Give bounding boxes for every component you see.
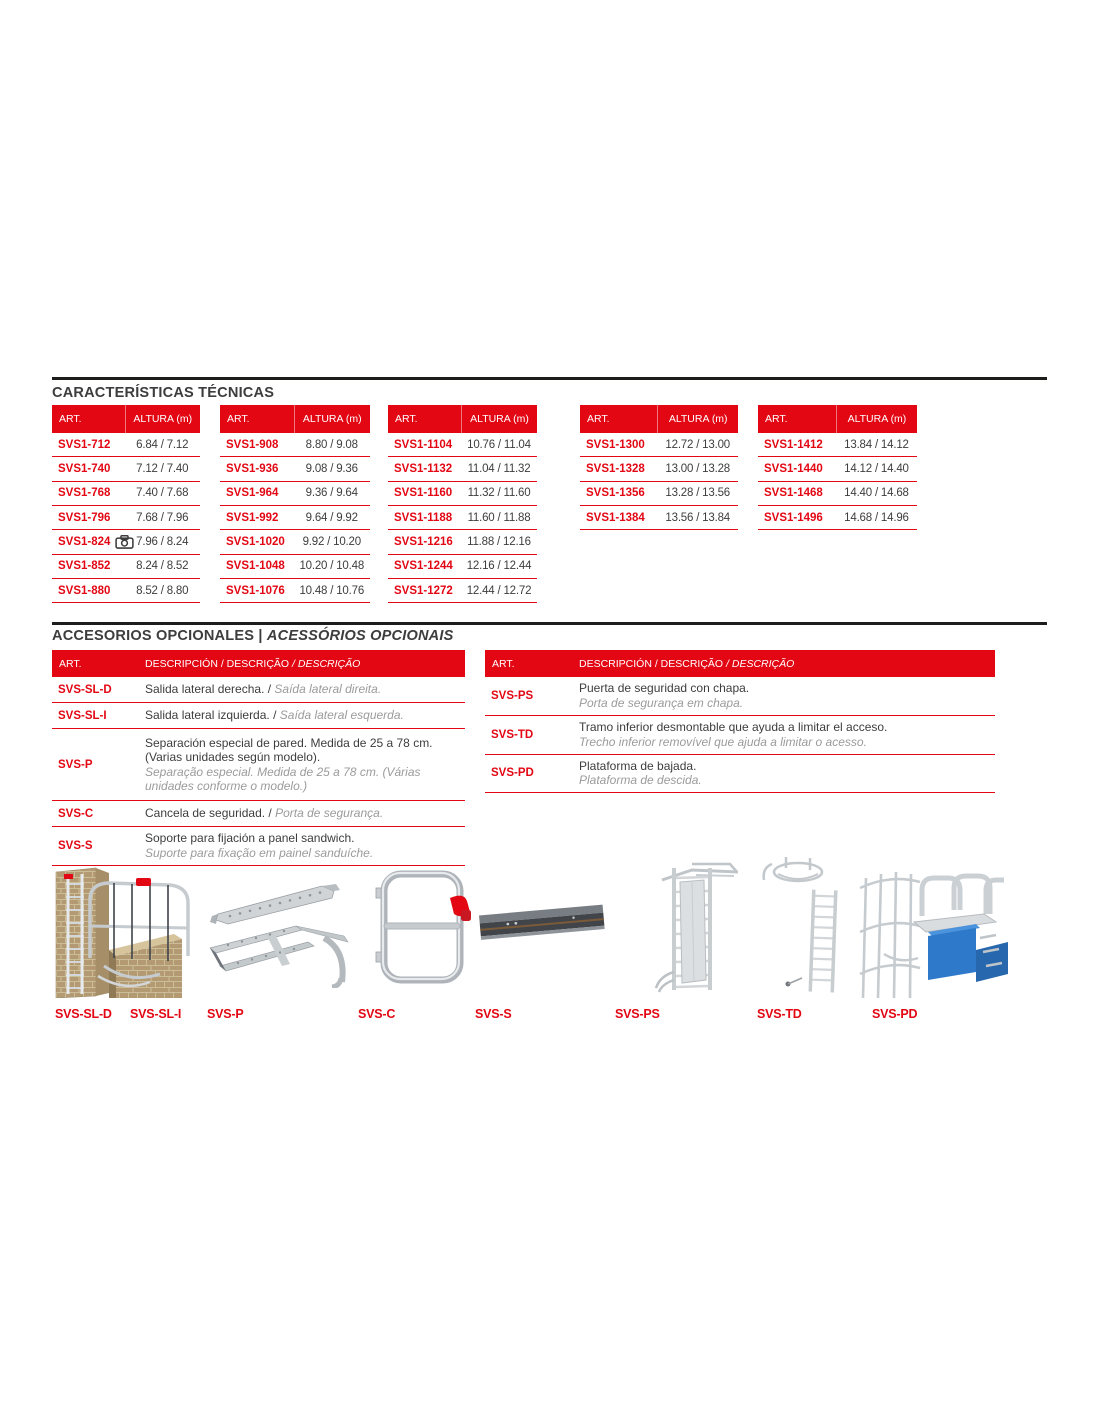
article-code: [52, 585, 125, 597]
col-header-art: ART.: [59, 657, 82, 670]
description-pt: Trecho inferior removível que ajuda a limitar o acesso.: [579, 734, 867, 749]
tech-table-3: [388, 405, 537, 603]
tech-table-body: [758, 433, 917, 530]
article-code-text: SVS1-1300: [586, 438, 645, 451]
table-row: [580, 506, 738, 530]
article-code-text: SVS1-1496: [764, 511, 823, 524]
col-header-altura: ALTURA (m): [836, 405, 917, 433]
table-row: [220, 506, 370, 530]
article-code: [220, 439, 294, 451]
table-row: [388, 457, 537, 481]
accessory-row-svs-s: [52, 827, 465, 866]
col-header-description-italic: / DESCRIÇÃO: [292, 657, 361, 670]
altura-value: 7.68 / 7.96: [136, 511, 189, 524]
accessories-table-right: [485, 650, 995, 793]
article-code: [388, 439, 461, 451]
article-code-text: SVS1-796: [58, 511, 111, 524]
tech-table-header: [220, 405, 370, 433]
table-row: [220, 433, 370, 457]
altura-value: 8.80 / 9.08: [305, 438, 358, 451]
table-row: [388, 530, 537, 554]
tech-table-header: [52, 405, 200, 433]
altura-value: 7.12 / 7.40: [136, 463, 189, 476]
accessory-code: SVS-SL-D: [58, 683, 112, 696]
accessory-row-svs-c: [52, 801, 465, 827]
accessory-description: [145, 733, 465, 797]
altura-value: 6.84 / 7.12: [136, 438, 189, 451]
table-row: [388, 506, 537, 530]
article-code-text: SVS1-1384: [586, 511, 645, 524]
article-code: [388, 512, 461, 524]
accessory-code: SVS-SL-I: [58, 709, 107, 722]
description-es: Plataforma de bajada.: [579, 758, 697, 773]
description-es: Tramo inferior desmontable que ayuda a limitar el acceso.: [579, 720, 888, 735]
article-code: [220, 512, 294, 524]
article-code: [388, 536, 461, 548]
accessory-description: [145, 679, 465, 700]
article-code: [758, 487, 836, 499]
col-header-art: ART.: [395, 413, 418, 425]
col-header-description-italic: / DESCRIÇÃO: [726, 657, 795, 670]
gallery-label-svs-p: SVS-P: [207, 1007, 244, 1021]
table-row: [758, 506, 917, 530]
accessory-code: SVS-PD: [491, 767, 534, 780]
article-code: [580, 439, 657, 451]
tech-table-body: [52, 433, 200, 603]
table-row: [388, 482, 537, 506]
col-header-art: ART.: [492, 657, 515, 670]
accessory-row-svs-sl-i: [52, 703, 465, 729]
table-row: [388, 555, 537, 579]
article-code: [52, 560, 125, 572]
article-code: [220, 487, 294, 499]
table-row: [388, 433, 537, 457]
description-pt: Saída lateral direita.: [274, 682, 382, 697]
description-es: Cancela de seguridad. /: [145, 806, 272, 821]
article-code: [52, 487, 125, 499]
accessory-code: SVS-S: [58, 839, 93, 852]
description-pt: Plataforma de descida.: [579, 773, 702, 788]
altura-value: 13.56 / 13.84: [665, 511, 730, 524]
article-code-text: SVS1-992: [226, 511, 279, 524]
table-row: [220, 555, 370, 579]
gallery-label-svs-c: SVS-C: [358, 1007, 396, 1021]
table-row: [580, 482, 738, 506]
section-rule-top: [52, 377, 1047, 380]
article-code: [388, 463, 461, 475]
article-code: [52, 439, 125, 451]
altura-value: 7.96 / 8.24: [136, 536, 189, 549]
tech-table-body: [388, 433, 537, 603]
table-row: [220, 530, 370, 554]
gallery-label-svs-sl-d: SVS-SL-D: [55, 1007, 112, 1021]
altura-value: 10.20 / 10.48: [299, 560, 365, 573]
accessory-row-svs-td: [485, 716, 995, 755]
table-row: [220, 482, 370, 506]
description-pt: Porta de segurança em chapa.: [579, 695, 744, 710]
col-header-art: ART.: [227, 413, 250, 425]
altura-value: 9.64 / 9.92: [305, 511, 358, 524]
article-code-text: SVS1-1048: [226, 560, 285, 573]
accessory-description: [145, 828, 465, 863]
altura-value: 13.28 / 13.56: [665, 487, 730, 500]
description-es: Puerta de seguridad con chapa.: [579, 681, 750, 696]
altura-value: 9.36 / 9.64: [305, 487, 358, 500]
altura-value: 12.16 / 12.44: [466, 560, 532, 573]
article-code-text: SVS1-1244: [394, 560, 453, 573]
altura-value: 14.68 / 14.96: [844, 511, 909, 524]
accessory-description: [579, 717, 995, 752]
tech-table-1: [52, 405, 200, 603]
tech-table-2: [220, 405, 370, 603]
svs-c-image: [368, 866, 474, 992]
accessory-description: [579, 678, 995, 713]
tech-table-body: [580, 433, 738, 530]
table-row: [52, 433, 200, 457]
gallery-label-svs-ps: SVS-PS: [615, 1007, 660, 1021]
accessory-code: SVS-P: [58, 758, 93, 771]
accessory-description: [579, 756, 995, 791]
col-header-description: [579, 658, 995, 670]
article-code-text: SVS1-880: [58, 584, 111, 597]
col-header-art: ART.: [59, 413, 82, 425]
description-es: Soporte para fijación a panel sandwich.: [145, 831, 355, 846]
article-code-text: SVS1-768: [58, 487, 111, 500]
altura-value: 9.92 / 10.20: [302, 536, 361, 549]
accessories-header: [52, 650, 465, 677]
col-header-altura: ALTURA (m): [125, 405, 200, 433]
svs-ps-image: [634, 856, 752, 998]
accessory-code: SVS-PS: [491, 689, 534, 702]
article-code-text: SVS1-936: [226, 463, 279, 476]
col-header-art: ART.: [765, 413, 788, 425]
accessory-row-svs-p: [52, 729, 465, 801]
table-row: [52, 579, 200, 603]
description-es: Salida lateral izquierda. /: [145, 708, 277, 723]
article-code-text: SVS1-1412: [764, 438, 823, 451]
table-row: [758, 433, 917, 457]
altura-value: 9.08 / 9.36: [305, 463, 358, 476]
svs-sl-photo: [52, 866, 198, 998]
altura-value: 11.88 / 12.16: [467, 536, 531, 549]
altura-value: 12.72 / 13.00: [665, 438, 730, 451]
description-pt: Porta de segurança.: [275, 806, 384, 821]
article-code: [758, 512, 836, 524]
table-row: [52, 482, 200, 506]
altura-value: 8.52 / 8.80: [136, 584, 189, 597]
article-code: [52, 535, 125, 549]
article-code: [580, 463, 657, 475]
description-pt: Suporte para fixação em painel sanduíche.: [145, 845, 374, 860]
title-separator: |: [258, 627, 263, 644]
article-code-text: SVS1-1356: [586, 487, 645, 500]
article-code: [388, 487, 461, 499]
altura-value: 14.40 / 14.68: [844, 487, 909, 500]
table-row: [220, 457, 370, 481]
altura-value: 10.76 / 11.04: [467, 438, 531, 451]
article-code-text: SVS1-964: [226, 487, 279, 500]
camera-icon: [115, 535, 134, 549]
accessories-title-pt: ACESSÓRIOS OPCIONAIS: [266, 627, 454, 644]
tech-table-5: [758, 405, 917, 530]
altura-value: 11.04 / 11.32: [467, 463, 531, 476]
altura-value: 10.48 / 10.76: [299, 584, 365, 597]
accessories-section-title: [52, 627, 454, 644]
accessories-title-es: ACCESORIOS OPCIONALES: [52, 627, 255, 644]
tech-table-body: [220, 433, 370, 603]
accessory-row-svs-pd: [485, 755, 995, 794]
tech-table-4: [580, 405, 738, 530]
col-header-description: [145, 658, 465, 670]
altura-value: 7.40 / 7.68: [136, 487, 189, 500]
article-code: [388, 560, 461, 572]
table-row: [580, 433, 738, 457]
article-code: [388, 585, 461, 597]
gallery-label-svs-pd: SVS-PD: [872, 1007, 918, 1021]
article-code-text: SVS1-1188: [394, 511, 453, 524]
accessory-description: [145, 803, 465, 824]
accessory-code: SVS-TD: [491, 728, 534, 741]
table-row: [220, 579, 370, 603]
article-code-text: SVS1-852: [58, 560, 111, 573]
table-row: [52, 555, 200, 579]
article-code: [220, 463, 294, 475]
article-code-text: SVS1-1160: [394, 487, 453, 500]
table-row: [758, 457, 917, 481]
accessory-description: [145, 705, 465, 726]
description-pt: Separação especial. Medida de 25 a 78 cm. (Várias unidades conforme o modelo.): [145, 764, 421, 793]
tech-table-header: [758, 405, 917, 433]
col-header-description-main: DESCRIPCIÓN / DESCRIÇÃO: [145, 657, 290, 670]
article-code-text: SVS1-1076: [226, 584, 285, 597]
article-code-text: SVS1-824: [58, 536, 111, 549]
article-code: [758, 463, 836, 475]
article-code-text: SVS1-1440: [764, 463, 823, 476]
tech-table-header: [388, 405, 537, 433]
col-header-altura: ALTURA (m): [461, 405, 537, 433]
accessories-header: [485, 650, 995, 677]
col-header-description-main: DESCRIPCIÓN / DESCRIÇÃO: [579, 657, 724, 670]
altura-value: 8.24 / 8.52: [136, 560, 189, 573]
table-row: [52, 506, 200, 530]
article-code-text: SVS1-1020: [226, 536, 285, 549]
article-code: [758, 439, 836, 451]
svs-pd-image: [856, 858, 1014, 1000]
description-pt: Saída lateral esquerda.: [279, 708, 404, 723]
accessory-code: SVS-C: [58, 807, 94, 820]
table-row: [52, 457, 200, 481]
article-code: [580, 512, 657, 524]
svs-td-image: [750, 852, 846, 998]
col-header-altura: ALTURA (m): [657, 405, 738, 433]
article-code-text: SVS1-1468: [764, 487, 823, 500]
article-code-text: SVS1-712: [58, 438, 111, 451]
altura-value: 13.00 / 13.28: [665, 463, 730, 476]
section-rule-accessories: [52, 622, 1047, 625]
altura-value: 14.12 / 14.40: [844, 463, 909, 476]
article-code-text: SVS1-1104: [394, 438, 453, 451]
altura-value: 11.60 / 11.88: [467, 511, 531, 524]
article-code-text: SVS1-1216: [394, 536, 453, 549]
article-code: [220, 585, 294, 597]
article-code: [220, 536, 294, 548]
table-row: [758, 482, 917, 506]
tech-section-title: CARACTERÍSTICAS TÉCNICAS: [52, 384, 275, 401]
col-header-altura: ALTURA (m): [294, 405, 371, 433]
article-code: [580, 487, 657, 499]
article-code-text: SVS1-1132: [394, 463, 453, 476]
table-row: [52, 530, 200, 554]
gallery-label-svs-td: SVS-TD: [757, 1007, 802, 1021]
gallery-label-svs-sl-i: SVS-SL-I: [130, 1007, 182, 1021]
col-header-art: ART.: [587, 413, 610, 425]
article-code-text: SVS1-740: [58, 463, 111, 476]
accessories-table-left: [52, 650, 465, 866]
article-code: [52, 463, 125, 475]
table-row: [580, 457, 738, 481]
altura-value: 11.32 / 11.60: [467, 487, 531, 500]
accessory-row-svs-ps: [485, 677, 995, 716]
gallery-label-svs-s: SVS-S: [475, 1007, 512, 1021]
altura-value: 12.44 / 12.72: [466, 584, 532, 597]
svs-s-image: [478, 898, 606, 948]
accessory-row-svs-sl-d: [52, 677, 465, 703]
article-code-text: SVS1-1272: [394, 584, 453, 597]
article-code: [220, 560, 294, 572]
svs-p-image: [204, 872, 356, 988]
description-es: Separación especial de pared. Medida de 25 a 78 cm. (Varias unidades según modelo).: [145, 735, 433, 764]
article-code-text: SVS1-908: [226, 438, 279, 451]
article-code: [52, 512, 125, 524]
description-es: Salida lateral derecha. /: [145, 682, 272, 697]
tech-table-header: [580, 405, 738, 433]
table-row: [388, 579, 537, 603]
altura-value: 13.84 / 14.12: [844, 438, 909, 451]
article-code-text: SVS1-1328: [586, 463, 645, 476]
